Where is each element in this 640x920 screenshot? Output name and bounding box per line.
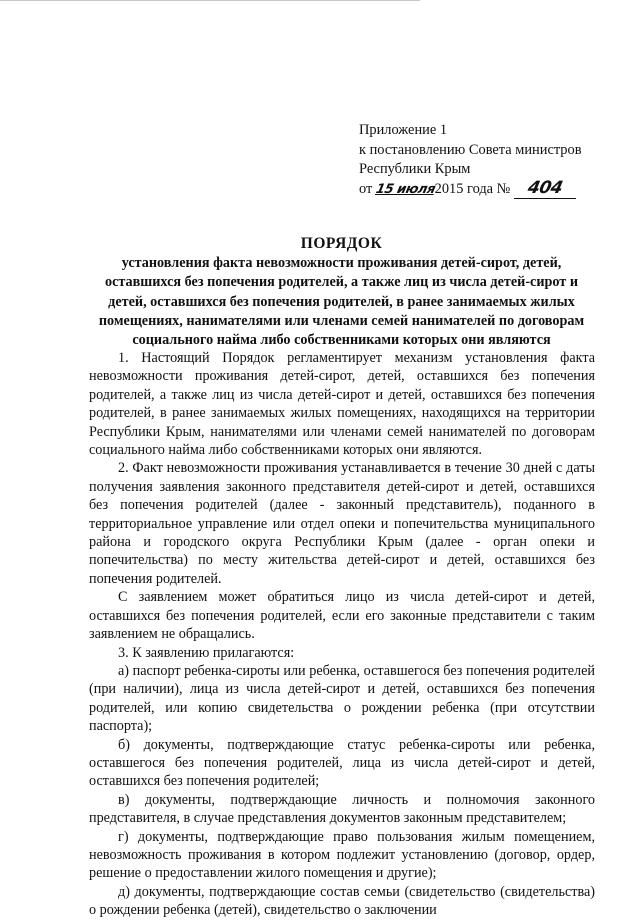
appendix-date-line: [359, 177, 619, 200]
scan-edge-line: [0, 0, 420, 1]
paragraph-2: 2. Факт невозможности проживания устанавливается в течение 30 дней с даты получения заявления законного представителя детей-сирот и детей, оставшихся без попечения родителей (далее - законный представитель), поданного в территориальное управление или отдел опеки и попечительства муниципального района и городского округа Республики Крым (далее - орган опеки и попечительства) по месту жительства детей-сирот и детей, оставшихся без попечения родителей.: [89, 460, 595, 587]
handwritten-date: 15 июля: [374, 181, 437, 197]
paragraph-4: 3. К заявлению прилагаются:: [118, 644, 295, 661]
appendix-line-3: Республики Крым: [359, 161, 471, 177]
date-prefix: от: [359, 180, 373, 197]
appendix-block: [359, 121, 619, 199]
appendix-line-1: Приложение 1: [359, 122, 448, 138]
paragraph-6: б) документы, подтверждающие статус ребенка-сироты или ребенка, оставшегося без попечения родителей, лица из числа детей-сирот и детей, оставшихся без попечения родителей;: [89, 736, 595, 790]
paragraph-7: в) документы, подтверждающие личность и полномочия законного представителя, в случае представления документов законным представителем;: [89, 791, 595, 827]
title-subtitle: установления факта невозможности проживания детей-сирот, детей, оставшихся без попечения родителей, а также лиц из числа детей-сирот и детей, оставшихся без попечения родителей, в ранее занимаемых жилых помещениях, нанимателями или членами семей нанимателей по договорам социального найма либо собственниками которых они являются: [98, 255, 585, 349]
paragraph-8: г) документы, подтверждающие право пользования жилым помещением, невозможность проживания в котором подлежит установлению (договор, ордер, решение о предоставлении жилого помещения и другие);: [89, 828, 595, 882]
paragraph-9: д) документы, подтверждающие состав семьи (свидетельство (свидетельства) о рождении ребенка (детей), свидетельство о заключении: [89, 883, 595, 919]
number-field: [514, 177, 576, 199]
paragraph-5: а) паспорт ребенка-сироты или ребенка, оставшегося без попечения родителей (при наличии), лица из числа детей-сирот и детей, оставшихся без попечения родителей, или копию свидетельства о рождении ребенка (при отсутствии паспорта);: [89, 662, 595, 735]
document-body: [89, 349, 595, 920]
document-title: [88, 234, 595, 350]
date-suffix: 2015 года №: [434, 180, 511, 197]
title-heading: ПОРЯДОК: [300, 235, 383, 252]
handwritten-number: 404: [525, 177, 565, 198]
paragraph-1: 1. Настоящий Порядок регламентирует механизм установления факта невозможности проживания детей-сирот, детей, оставшихся без попечения родителей, а также лиц из числа детей-сирот и детей, оставшихся без попечения родителей, в ранее занимаемых жилых помещениях, находящихся на территории Республики Крым, нанимателями или членами семей нанимателей по договорам социального найма либо собственниками которых они являются.: [89, 350, 595, 459]
paragraph-3: С заявлением может обратиться лицо из числа детей-сирот и детей, оставшихся без попечения родителей, если его законные представители с таким заявлением не обращались.: [89, 589, 595, 643]
appendix-line-2: к постановлению Совета министров: [359, 141, 582, 158]
